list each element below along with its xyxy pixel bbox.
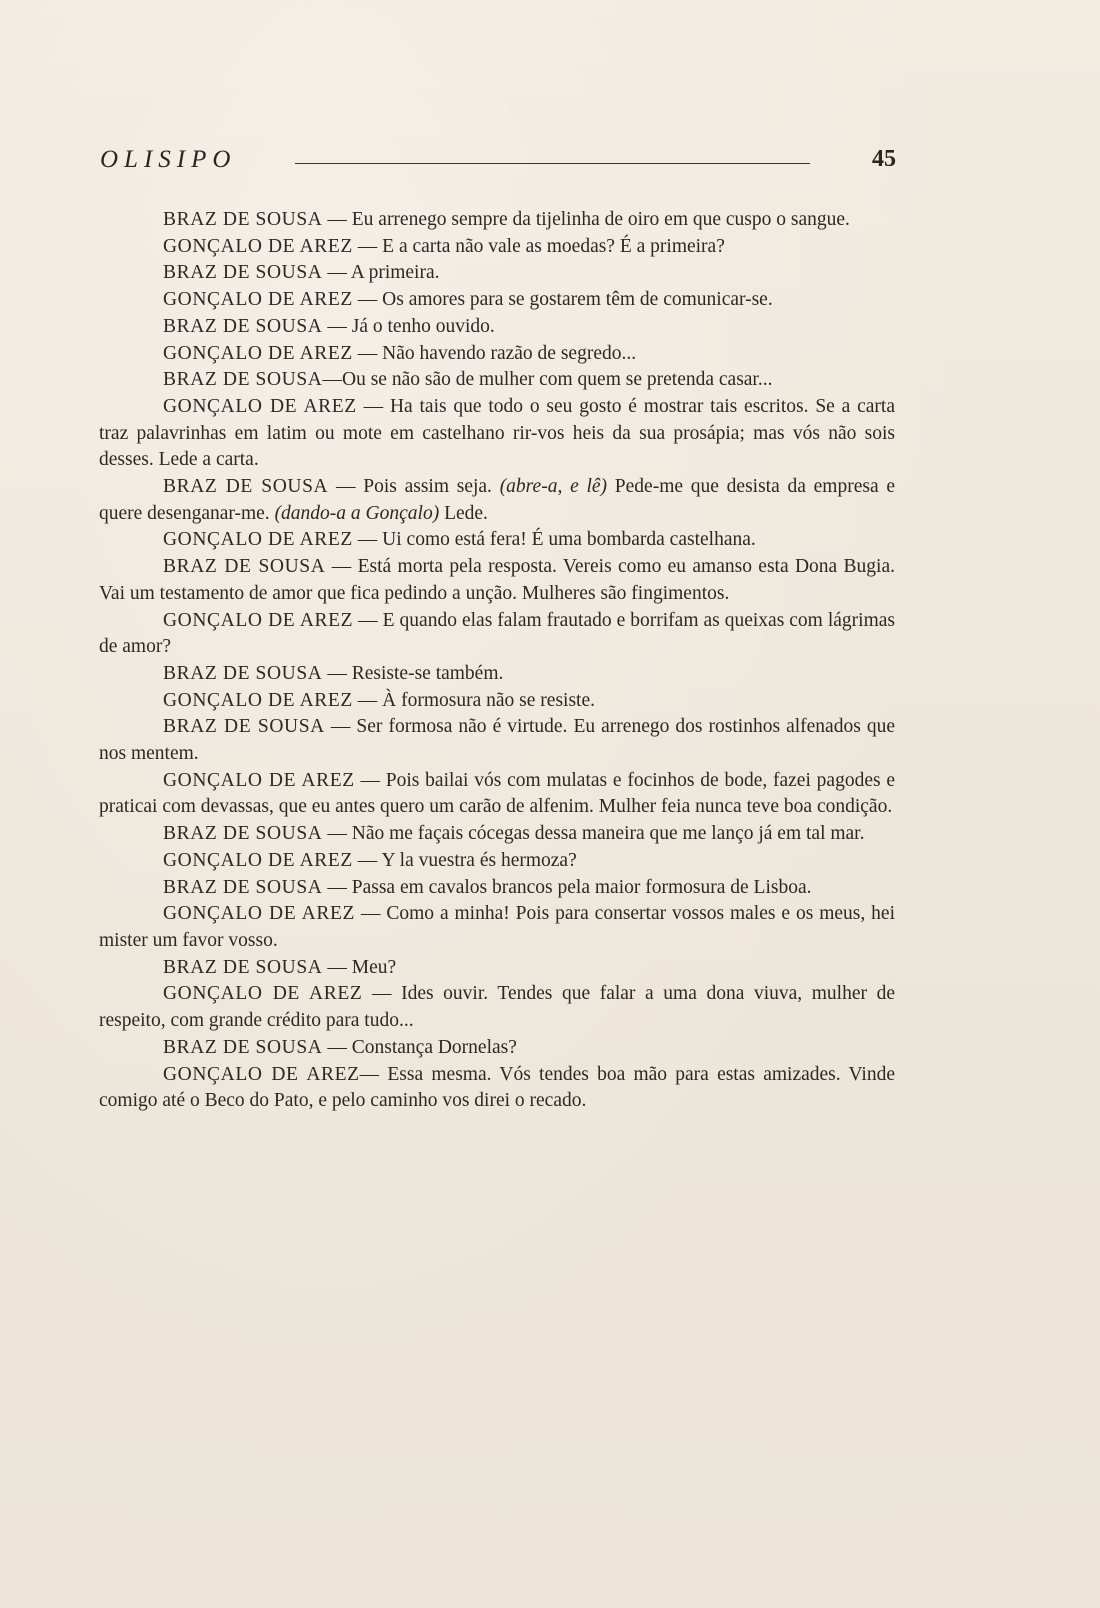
header-rule: [295, 163, 810, 164]
dialogue-paragraph: [99, 207, 895, 234]
speaker-name: BRAZ DE SOUSA: [163, 823, 323, 845]
dialogue-paragraph: [99, 260, 895, 287]
dialogue-paragraph: [99, 848, 895, 875]
speaker-name: BRAZ DE SOUSA: [163, 716, 325, 738]
dialogue-paragraph: [99, 367, 895, 394]
dialogue-paragraph: [99, 554, 895, 607]
dialogue-text: [99, 207, 895, 1115]
speech-text: Pede-me que desista da empresa e quere desenganar-me.: [99, 476, 895, 524]
dash: —: [328, 476, 364, 498]
dash: —: [362, 983, 402, 1005]
speech-text: Essa mesma. Vós tendes boa mão para estas amizades. Vinde comigo até o Beco do Pato, e pelo caminho vos direi o recado.: [99, 1063, 895, 1112]
speech-text: A primeira.: [350, 262, 440, 284]
speech-text: E quando elas falam frautado e borrifam as queixas com lágrimas de amor?: [99, 609, 895, 658]
dash: —: [322, 369, 342, 391]
dash: —: [322, 876, 352, 898]
speech-text: Ser formosa não é virtude. Eu arrenego dos rostinhos alfenados que nos mentem.: [99, 716, 895, 765]
speech-text: Não havendo razão de segredo...: [382, 342, 637, 364]
dialogue-paragraph: [99, 474, 895, 527]
speech-text: Os amores para se gostarem têm de comunicar-se.: [382, 289, 773, 311]
running-title: OLISIPO: [100, 146, 237, 173]
speaker-name: BRAZ DE SOUSA: [163, 876, 323, 898]
dash: —: [322, 315, 352, 337]
speaker-name: BRAZ DE SOUSA: [163, 369, 323, 391]
speaker-name: GONÇALO DE AREZ: [163, 235, 353, 257]
speech-text: Ui como está fera! É uma bombarda castelhana.: [382, 529, 756, 551]
speech-text: Não me façais cócegas dessa maneira que me lanço já em tal mar.: [351, 823, 865, 845]
speaker-name: GONÇALO DE AREZ: [163, 689, 353, 711]
dash: —: [355, 903, 387, 925]
dialogue-paragraph: [99, 1035, 895, 1062]
dialogue-paragraph: [99, 527, 895, 554]
speech-text: Resiste-se também.: [351, 662, 504, 684]
stage-direction: (dando-a a Gonçalo): [274, 502, 440, 524]
dash: —: [352, 289, 383, 311]
speaker-name: GONÇALO DE AREZ: [163, 769, 355, 791]
speaker-name: BRAZ DE SOUSA: [163, 956, 323, 978]
speech-text: Já o tenho ouvido.: [351, 315, 495, 337]
stage-direction: (abre-a, e lê): [499, 476, 608, 498]
dialogue-paragraph: [99, 768, 895, 821]
page-header: [100, 146, 896, 180]
speech-text: Passa em cavalos brancos pela maior formosura de Lisboa.: [351, 876, 812, 898]
speech-text: Y la vuestra és hermoza?: [381, 849, 577, 871]
speech-text: Ha tais que todo o seu gosto é mostrar tais escritos. Se a carta traz palavrinhas em latim ou mote em castelhano rir-vos heis da sua prosápia; mas vós não sois desses. Lede a carta.: [99, 395, 895, 471]
dash: —: [354, 769, 386, 791]
dash: —: [322, 956, 352, 978]
dialogue-paragraph: [99, 234, 895, 261]
dash: —: [352, 689, 383, 711]
speaker-name: GONÇALO DE AREZ: [163, 903, 355, 925]
speech-text: Ides ouvir. Tendes que falar a uma dona viuva, mulher de respeito, com grande crédito para tudo...: [99, 983, 896, 1032]
speech-text: Constança Dornelas?: [351, 1036, 517, 1058]
speech-text: Lede.: [439, 502, 488, 524]
dash: —: [322, 262, 351, 284]
speech-text: À formosura não se resiste.: [382, 689, 595, 711]
speaker-name: BRAZ DE SOUSA: [163, 662, 323, 684]
speaker-name: GONÇALO DE AREZ: [163, 1063, 360, 1085]
speaker-name: BRAZ DE SOUSA: [163, 262, 323, 284]
dash: —: [322, 823, 352, 845]
dialogue-paragraph: [99, 1062, 895, 1115]
dash: —: [352, 342, 383, 364]
dialogue-paragraph: [99, 608, 895, 661]
speaker-name: BRAZ DE SOUSA: [163, 476, 329, 498]
speaker-name: GONÇALO DE AREZ: [163, 289, 353, 311]
dialogue-paragraph: [99, 341, 895, 368]
speech-text: Eu arrenego sempre da tijelinha de oiro em que cuspo o sangue.: [351, 209, 850, 230]
speaker-name: BRAZ DE SOUSA: [163, 315, 323, 337]
dialogue-paragraph: [99, 714, 895, 767]
dialogue-paragraph: [99, 287, 895, 314]
speech-text: Pois bailai vós com mulatas e focinhos de bode, fazei pagodes e praticai com devassas, que eu antes quero um carão de alfenim. Mulher feia nunca teve boa condição.: [99, 769, 895, 818]
speech-text: Pois assim seja.: [363, 476, 500, 498]
dash: —: [322, 1036, 352, 1058]
speaker-name: BRAZ DE SOUSA: [163, 556, 326, 578]
speaker-name: GONÇALO DE AREZ: [163, 342, 353, 364]
dialogue-paragraph: [99, 955, 895, 982]
dialogue-paragraph: [99, 981, 895, 1034]
speech-text: Está morta pela resposta. Vereis como eu amanso esta Dona Bugia. Vai um testamento de amor que fica pedindo a unção. Mulheres são fingimentos.: [99, 556, 895, 604]
dash: —: [353, 609, 383, 631]
speech-text: E a carta não vale as moedas? É a primeira?: [382, 235, 725, 257]
speaker-name: GONÇALO DE AREZ: [163, 849, 353, 871]
dash: —: [356, 395, 390, 417]
speech-text: Como a minha! Pois para consertar vossos males e os meus, hei mister um favor vosso.: [99, 903, 895, 951]
dialogue-paragraph: [99, 688, 895, 715]
speaker-name: GONÇALO DE AREZ: [163, 983, 363, 1005]
dialogue-paragraph: [99, 821, 895, 848]
dialogue-paragraph: [99, 901, 895, 954]
dash: —: [324, 716, 357, 738]
dialogue-paragraph: [99, 394, 895, 474]
dash: —: [325, 556, 358, 578]
dash: —: [352, 235, 383, 257]
dialogue-paragraph: [99, 661, 895, 688]
dash: —: [322, 209, 352, 230]
dash: —: [359, 1063, 388, 1085]
dash: —: [322, 662, 352, 684]
dash: —: [352, 849, 382, 871]
dash: —: [352, 529, 383, 551]
speaker-name: GONÇALO DE AREZ: [163, 529, 353, 551]
dialogue-paragraph: [99, 875, 895, 902]
speaker-name: GONÇALO DE AREZ: [163, 609, 354, 631]
speech-text: Meu?: [351, 956, 397, 978]
page-number: 45: [872, 146, 896, 172]
dialogue-paragraph: [99, 314, 895, 341]
speaker-name: BRAZ DE SOUSA: [163, 209, 323, 230]
speaker-name: GONÇALO DE AREZ: [163, 395, 357, 417]
speaker-name: BRAZ DE SOUSA: [163, 1036, 323, 1058]
speech-text: Ou se não são de mulher com quem se pretenda casar...: [342, 369, 773, 391]
